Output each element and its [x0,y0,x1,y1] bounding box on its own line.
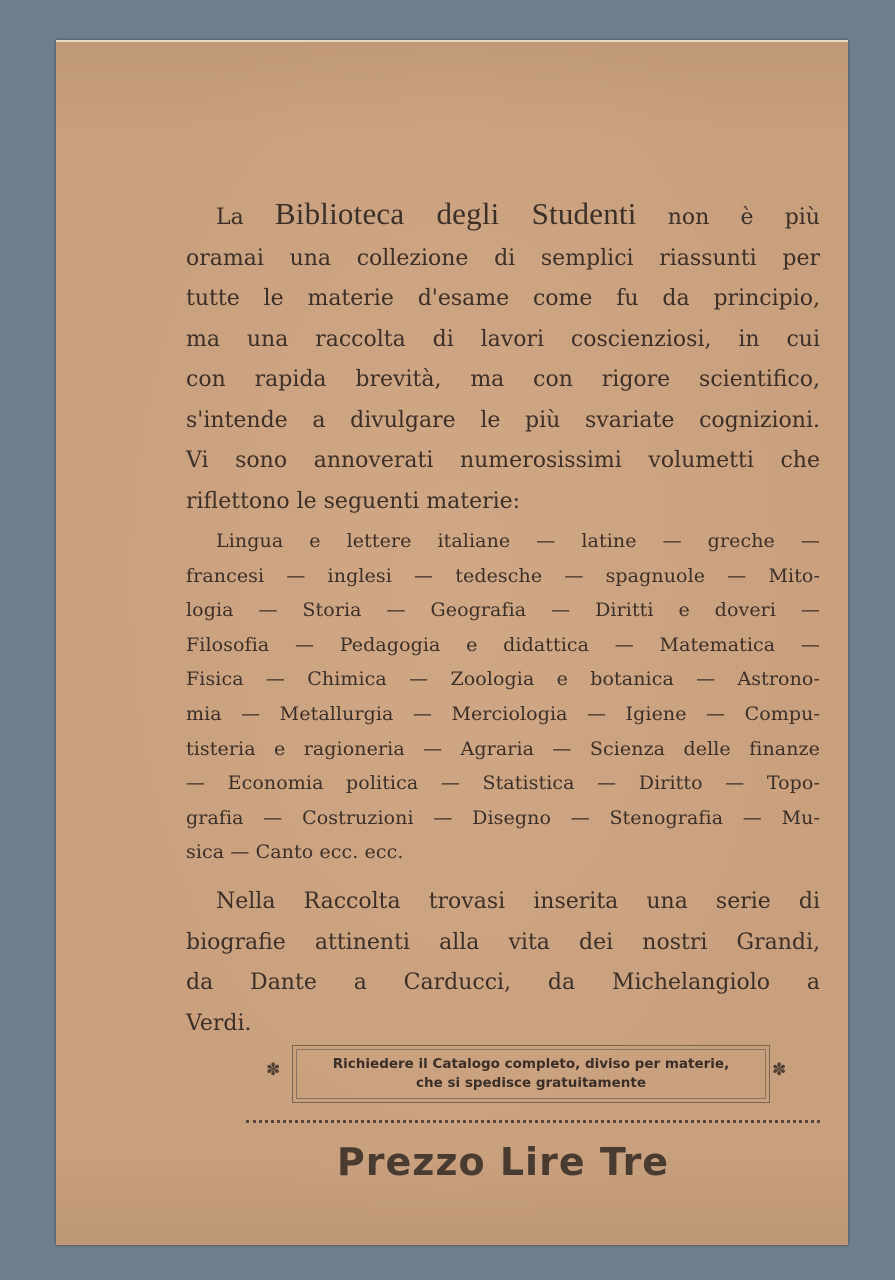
intro-paragraph [186,194,820,522]
biographies-line: Nella Raccolta trovasi inserita una serie di [216,889,820,914]
subjects-line: sica — Canto ecc. ecc. [186,841,404,864]
subjects-line: logia — Storia — Geografia — Diritti e doveri — [186,599,820,622]
intro-line: non è più [667,205,820,230]
price-label: Prezzo Lire Tre [336,1140,670,1184]
subjects-line: Lingua e lettere italiane — latine — greche — [216,530,820,552]
biographies-line: biografie attinenti alla vita dei nostri Grandi, [186,929,820,955]
biographies-paragraph [186,882,820,1044]
subjects-line: — Economia politica — Statistica — Diritto — Topo- [186,772,820,795]
intro-line: s'intende a divulgare le più svariate cognizioni. [186,407,820,433]
subjects-line: grafia — Costruzioni — Disegno — Stenografia — Mu- [186,806,820,829]
intro-lead-word: La [216,205,244,230]
back-cover-page [56,40,848,1245]
dotted-divider [246,1120,820,1123]
subjects-line: mia — Metallurgia — Merciologia — Igiene — Compu- [186,702,820,725]
biographies-line: da Dante a Carducci, da Michelangiolo a [186,970,820,995]
catalog-notice-line: Richiedere il Catalogo completo, diviso per materie, [332,1056,730,1072]
intro-line: riflettono le seguenti materie: [186,488,521,514]
biographies-line: Verdi. [186,1010,252,1036]
intro-line: oramai una collezione di semplici riassunti per [186,245,820,271]
subjects-list [186,524,820,870]
flower-ornament-icon: ✽ [266,1060,281,1080]
catalog-notice-line: che si spedisce gratuitamente [415,1075,646,1091]
intro-line: ma una raccolta di lavori coscienziosi, in cui [186,326,820,352]
series-title: Biblioteca degli Studenti [274,196,637,231]
catalog-notice-box [292,1045,770,1103]
subjects-line: Fisica — Chimica — Zoologia e botanica — Astrono- [186,668,820,691]
flower-ornament-icon: ✽ [772,1060,787,1080]
intro-first-line [186,194,820,239]
intro-line: con rapida brevità, ma con rigore scientifico, [186,367,820,392]
subjects-line: Filosofia — Pedagogia e didattica — Matematica — [186,633,820,656]
intro-line: tutte le materie d'esame come fu da principio, [186,286,820,311]
subjects-line: tisteria e ragioneria — Agraria — Scienza delle finanze [186,737,820,760]
intro-line: Vi sono annoverati numerosissimi volumetti che [186,448,820,473]
subjects-line: francesi — inglesi — tedesche — spagnuole — Mito- [186,564,820,587]
